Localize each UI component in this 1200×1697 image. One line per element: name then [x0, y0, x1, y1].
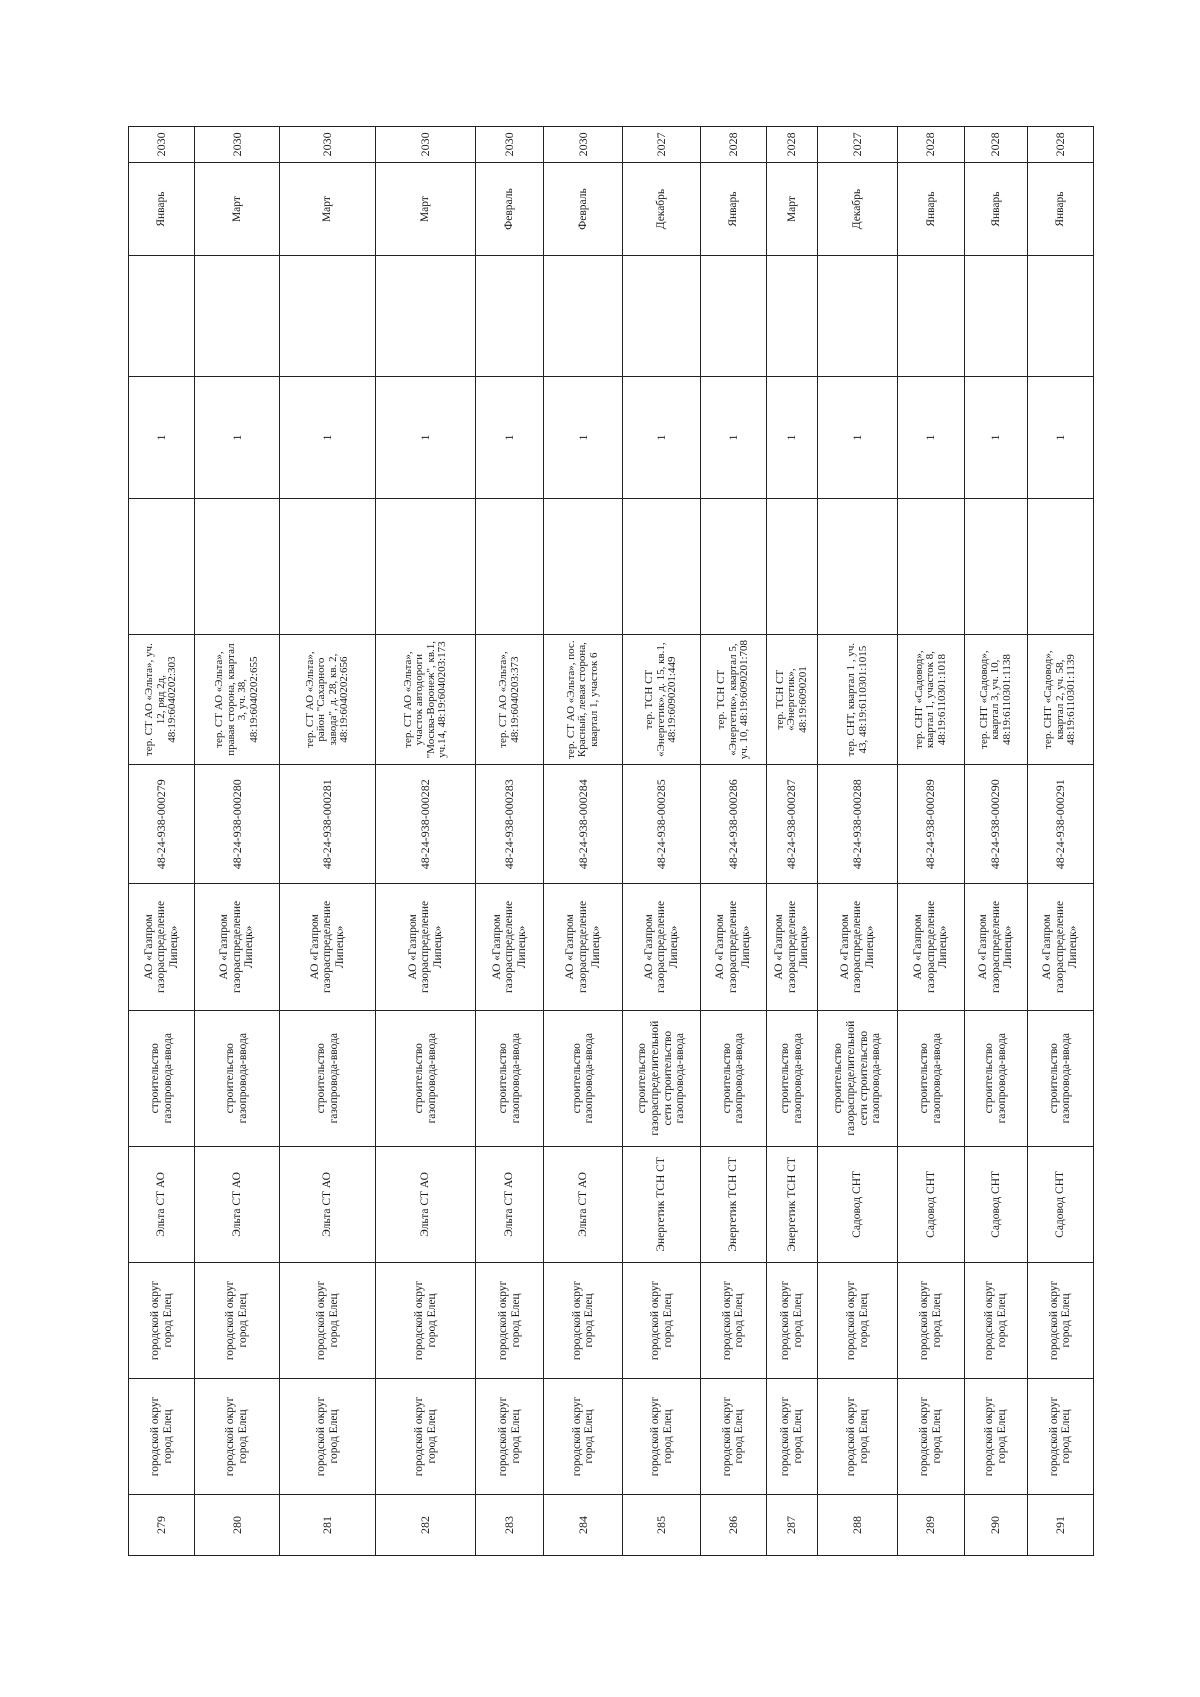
completion-year: 2027: [818, 127, 898, 163]
completion-month: Февраль: [476, 162, 544, 256]
object-name: Эльта СТ АО: [376, 1146, 476, 1262]
object-name: Энергетик ТСН СТ: [700, 1146, 766, 1262]
row-number: 290: [965, 1494, 1028, 1555]
quantity: 1: [476, 377, 544, 498]
request-number: 48-24-938-000281: [280, 765, 376, 884]
table-row: [129, 127, 195, 1556]
object-address: тер. СТ АО «Эльта», 48:19:6040203:373: [476, 634, 544, 764]
request-number: 48-24-938-000291: [1027, 765, 1093, 884]
settlement: городской округ город Елец: [700, 1262, 766, 1378]
object-address: тер. ТСН СТ «Энергетик», 48:19:6090201: [766, 634, 817, 764]
completion-year: 2028: [897, 127, 964, 163]
object-address: тер. СНТ «Садовод», квартал 1, участок 8, 48:19:6110301:1018: [897, 634, 964, 764]
request-number: 48-24-938-000279: [129, 765, 195, 884]
settlement: городской округ город Елец: [376, 1262, 476, 1378]
object-address: тер. СТ АО «Эльта», участок автодороги "Москва-Воронеж", кв.1, уч.14, 48:19:6040203:173: [376, 634, 476, 764]
object-address: тер. ТСН СТ «Энергетик», д. 15, кв.1, 48:19:6090201:449: [623, 634, 701, 764]
empty-cell: [544, 498, 623, 634]
completion-month: Январь: [1027, 162, 1093, 256]
work-type: строительство газопровода-ввода: [280, 1010, 376, 1146]
settlement: городской округ город Елец: [818, 1262, 898, 1378]
empty-cell: [280, 498, 376, 634]
empty-cell: [544, 256, 623, 377]
row-number: 288: [818, 1494, 898, 1555]
object-name: Садовод СНТ: [965, 1146, 1028, 1262]
object-name: Энергетик ТСН СТ: [623, 1146, 701, 1262]
row-number: 284: [544, 1494, 623, 1555]
empty-cell: [376, 498, 476, 634]
settlement: городской округ город Елец: [280, 1262, 376, 1378]
object-name: Эльта СТ АО: [129, 1146, 195, 1262]
object-address: тер. СТ АО «Эльта», пос. Красный, левая сторона, квартал 1, участок 6: [544, 634, 623, 764]
empty-cell: [623, 498, 701, 634]
work-type: строительство газопровода-ввода: [897, 1010, 964, 1146]
work-type: строительство газораспределительной сети строительство газопровода-ввода: [623, 1010, 701, 1146]
object-name: Эльта СТ АО: [476, 1146, 544, 1262]
completion-year: 2028: [766, 127, 817, 163]
settlement: городской округ город Елец: [476, 1262, 544, 1378]
object-address: тер. СТ АО «Эльта», район "Сахарного завода", д. 28, кв. 2, 48:19:6040202:656: [280, 634, 376, 764]
empty-cell: [129, 498, 195, 634]
work-type: строительство газораспределительной сети строительство газопровода-ввода: [818, 1010, 898, 1146]
completion-month: Январь: [897, 162, 964, 256]
object-address: тер. ТСН СТ «Энергетик», квартал 5, уч. 10, 48:19:6090201:708: [700, 634, 766, 764]
row-number: 279: [129, 1494, 195, 1555]
completion-year: 2028: [700, 127, 766, 163]
row-number: 291: [1027, 1494, 1093, 1555]
table-row: [623, 127, 701, 1556]
rotated-table-sheet: [128, 126, 1094, 1556]
request-number: 48-24-938-000282: [376, 765, 476, 884]
completion-year: 2028: [1027, 127, 1093, 163]
executor-org: АО «Газпром газораспределение Липецк»: [965, 884, 1028, 1010]
table-row: [280, 127, 376, 1556]
object-name: Садовод СНТ: [897, 1146, 964, 1262]
table-row: [476, 127, 544, 1556]
executor-org: АО «Газпром газораспределение Липецк»: [818, 884, 898, 1010]
quantity: 1: [376, 377, 476, 498]
empty-cell: [965, 256, 1028, 377]
completion-month: Март: [195, 162, 280, 256]
object-name: Эльта СТ АО: [195, 1146, 280, 1262]
object-address: тер. СТ АО «Эльта», уч. 12, ряд 2д, 48:19:6040202:303: [129, 634, 195, 764]
completion-month: Декабрь: [623, 162, 701, 256]
executor-org: АО «Газпром газораспределение Липецк»: [1027, 884, 1093, 1010]
object-address: тер. СНТ «Садовод», квартал 3, уч. 10, 48:19:6110301:1138: [965, 634, 1028, 764]
executor-org: АО «Газпром газораспределение Липецк»: [700, 884, 766, 1010]
completion-month: Март: [766, 162, 817, 256]
request-number: 48-24-938-000288: [818, 765, 898, 884]
quantity: 1: [965, 377, 1028, 498]
object-address: тер. СНТ, квартал 1 , уч. 43, 48:19:6110301:1015: [818, 634, 898, 764]
municipal-district: городской округ город Елец: [766, 1378, 817, 1494]
object-name: Эльта СТ АО: [280, 1146, 376, 1262]
empty-cell: [476, 498, 544, 634]
executor-org: АО «Газпром газораспределение Липецк»: [766, 884, 817, 1010]
empty-cell: [766, 498, 817, 634]
row-number: 282: [376, 1494, 476, 1555]
municipal-district: городской округ город Елец: [818, 1378, 898, 1494]
completion-month: Январь: [965, 162, 1028, 256]
quantity: 1: [818, 377, 898, 498]
work-type: строительство газопровода-ввода: [1027, 1010, 1093, 1146]
completion-month: Январь: [700, 162, 766, 256]
work-type: строительство газопровода-ввода: [376, 1010, 476, 1146]
object-name: Эльта СТ АО: [544, 1146, 623, 1262]
completion-year: 2030: [129, 127, 195, 163]
table-row: [544, 127, 623, 1556]
object-address: тер. СТ АО «Эльта», правая сторона, квартал 3, уч. 38, 48:19:6040202:655: [195, 634, 280, 764]
executor-org: АО «Газпром газораспределение Липецк»: [280, 884, 376, 1010]
work-type: строительство газопровода-ввода: [195, 1010, 280, 1146]
municipal-district: городской округ город Елец: [700, 1378, 766, 1494]
settlement: городской округ город Елец: [544, 1262, 623, 1378]
executor-org: АО «Газпром газораспределение Липецк»: [544, 884, 623, 1010]
table-row: [376, 127, 476, 1556]
settlement: городской округ город Елец: [965, 1262, 1028, 1378]
quantity: 1: [544, 377, 623, 498]
quantity: 1: [766, 377, 817, 498]
empty-cell: [195, 498, 280, 634]
empty-cell: [1027, 498, 1093, 634]
municipal-district: городской округ город Елец: [195, 1378, 280, 1494]
executor-org: АО «Газпром газораспределение Липецк»: [476, 884, 544, 1010]
settlement: городской округ город Елец: [623, 1262, 701, 1378]
municipal-district: городской округ город Елец: [129, 1378, 195, 1494]
empty-cell: [129, 256, 195, 377]
completion-month: Март: [280, 162, 376, 256]
quantity: 1: [1027, 377, 1093, 498]
empty-cell: [700, 498, 766, 634]
completion-year: 2027: [623, 127, 701, 163]
executor-org: АО «Газпром газораспределение Липецк»: [623, 884, 701, 1010]
quantity: 1: [700, 377, 766, 498]
work-type: строительство газопровода-ввода: [965, 1010, 1028, 1146]
table-row: [965, 127, 1028, 1556]
row-number: 283: [476, 1494, 544, 1555]
municipal-district: городской округ город Елец: [1027, 1378, 1093, 1494]
object-name: Энергетик ТСН СТ: [766, 1146, 817, 1262]
table-row: [766, 127, 817, 1556]
empty-cell: [818, 498, 898, 634]
settlement: городской округ город Елец: [195, 1262, 280, 1378]
request-number: 48-24-938-000280: [195, 765, 280, 884]
request-number: 48-24-938-000287: [766, 765, 817, 884]
empty-cell: [965, 498, 1028, 634]
table-row: [1027, 127, 1093, 1556]
table-row: [700, 127, 766, 1556]
request-number: 48-24-938-000285: [623, 765, 701, 884]
work-type: строительство газопровода-ввода: [766, 1010, 817, 1146]
row-number: 281: [280, 1494, 376, 1555]
table-row: [818, 127, 898, 1556]
municipal-district: городской округ город Елец: [623, 1378, 701, 1494]
empty-cell: [766, 256, 817, 377]
row-number: 285: [623, 1494, 701, 1555]
row-number: 289: [897, 1494, 964, 1555]
completion-month: Декабрь: [818, 162, 898, 256]
request-number: 48-24-938-000290: [965, 765, 1028, 884]
executor-org: АО «Газпром газораспределение Липецк»: [195, 884, 280, 1010]
municipal-district: городской округ город Елец: [280, 1378, 376, 1494]
empty-cell: [376, 256, 476, 377]
quantity: 1: [129, 377, 195, 498]
object-address: тер. СНТ «Садовод», квартал 2, уч. 58, 48:19:6110301:1139: [1027, 634, 1093, 764]
completion-year: 2030: [376, 127, 476, 163]
work-type: строительство газопровода-ввода: [476, 1010, 544, 1146]
empty-cell: [195, 256, 280, 377]
completion-year: 2030: [195, 127, 280, 163]
municipal-district: городской округ город Елец: [376, 1378, 476, 1494]
settlement: городской округ город Елец: [1027, 1262, 1093, 1378]
work-type: строительство газопровода-ввода: [129, 1010, 195, 1146]
table-row: [897, 127, 964, 1556]
request-number: 48-24-938-000286: [700, 765, 766, 884]
municipal-district: городской округ город Елец: [965, 1378, 1028, 1494]
row-number: 280: [195, 1494, 280, 1555]
quantity: 1: [280, 377, 376, 498]
row-number: 286: [700, 1494, 766, 1555]
quantity: 1: [195, 377, 280, 498]
empty-cell: [700, 256, 766, 377]
executor-org: АО «Газпром газораспределение Липецк»: [129, 884, 195, 1010]
quantity: 1: [897, 377, 964, 498]
completion-year: 2028: [965, 127, 1028, 163]
completion-year: 2030: [544, 127, 623, 163]
empty-cell: [818, 256, 898, 377]
row-number: 287: [766, 1494, 817, 1555]
empty-cell: [1027, 256, 1093, 377]
completion-month: Февраль: [544, 162, 623, 256]
executor-org: АО «Газпром газораспределение Липецк»: [897, 884, 964, 1010]
completion-month: Январь: [129, 162, 195, 256]
settlement: городской округ город Елец: [129, 1262, 195, 1378]
object-name: Садовод СНТ: [1027, 1146, 1093, 1262]
object-name: Садовод СНТ: [818, 1146, 898, 1262]
municipal-district: городской округ город Елец: [544, 1378, 623, 1494]
work-type: строительство газопровода-ввода: [544, 1010, 623, 1146]
table-row: [195, 127, 280, 1556]
empty-cell: [897, 498, 964, 634]
empty-cell: [897, 256, 964, 377]
request-number: 48-24-938-000283: [476, 765, 544, 884]
municipal-district: городской округ город Елец: [897, 1378, 964, 1494]
request-number: 48-24-938-000284: [544, 765, 623, 884]
work-type: строительство газопровода-ввода: [700, 1010, 766, 1146]
empty-cell: [476, 256, 544, 377]
completion-year: 2030: [280, 127, 376, 163]
municipal-district: городской округ город Елец: [476, 1378, 544, 1494]
settlement: городской округ город Елец: [897, 1262, 964, 1378]
request-number: 48-24-938-000289: [897, 765, 964, 884]
empty-cell: [280, 256, 376, 377]
executor-org: АО «Газпром газораспределение Липецк»: [376, 884, 476, 1010]
settlement: городской округ город Елец: [766, 1262, 817, 1378]
completion-year: 2030: [476, 127, 544, 163]
quantity: 1: [623, 377, 701, 498]
gasification-schedule-table: [128, 126, 1094, 1556]
completion-month: Март: [376, 162, 476, 256]
empty-cell: [623, 256, 701, 377]
